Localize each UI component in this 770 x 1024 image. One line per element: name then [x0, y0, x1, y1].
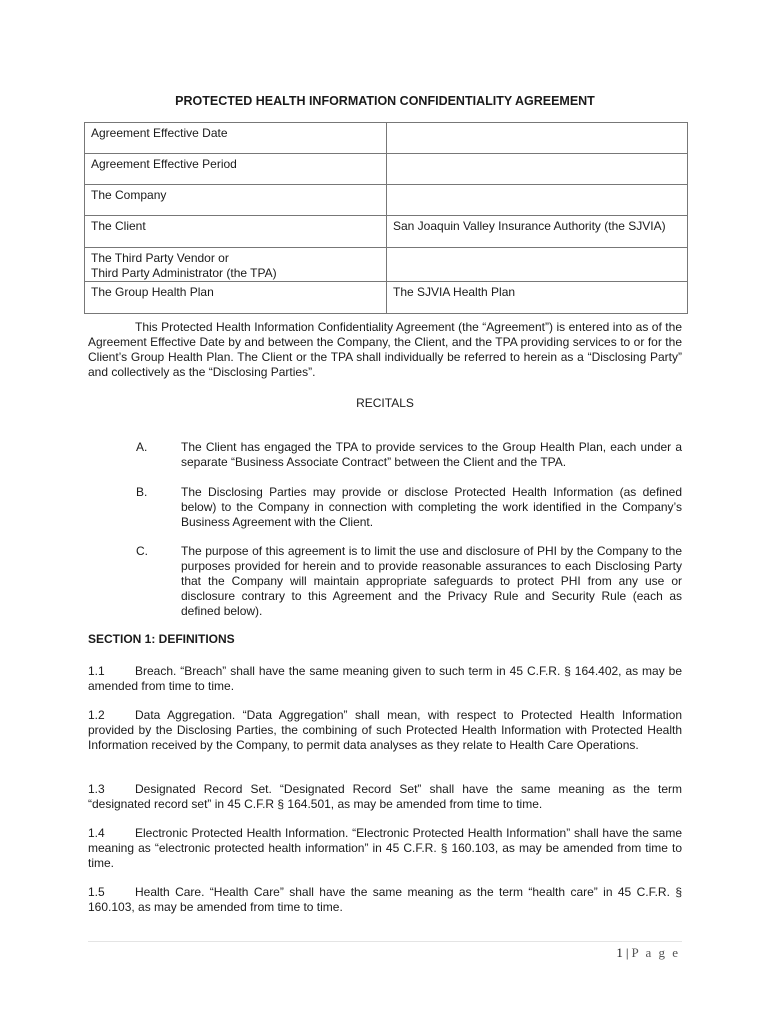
- definition-text: Health Care. “Health Care” shall have the same meaning as the term “health care” in 45 C.F.R. § 160.103, as may be amended from time to time.: [88, 885, 682, 914]
- row-label-line2: Third Party Administrator (the TPA): [91, 266, 277, 280]
- footer-separator: |: [625, 945, 629, 960]
- definition-item: [88, 782, 682, 812]
- page-footer: [616, 945, 680, 960]
- table-row: [85, 248, 688, 282]
- footer-divider: [88, 941, 682, 942]
- definition-item: [88, 826, 682, 871]
- definition-number: 1.4: [88, 826, 105, 840]
- section-heading: SECTION 1: DEFINITIONS: [88, 632, 235, 646]
- row-value: The SJVIA Health Plan: [387, 282, 688, 314]
- recital-text: The purpose of this agreement is to limit the use and disclosure of PHI by the Company to the purposes provided for herein and to provide reasonable assurances to each Disclosing Party that the Company will maintain appropriate safeguards to protect PHI from any use or disclosure contrary to this Agreement and the Privacy Rule and Security Rule (each as defined below).: [181, 544, 682, 618]
- row-label: The Company: [85, 185, 387, 216]
- definition-number: 1.1: [88, 664, 105, 678]
- recital-text: The Client has engaged the TPA to provide services to the Group Health Plan, each under a separate “Business Associate Contract” between the Client and the TPA.: [181, 440, 682, 469]
- row-label: Agreement Effective Period: [85, 154, 387, 185]
- recital-item: [136, 485, 682, 530]
- definition-number: 1.5: [88, 885, 105, 899]
- row-value: [387, 154, 688, 185]
- definition-text: Data Aggregation. “Data Aggregation” shall mean, with respect to Protected Health Information provided by the Disclosing Parties, the combining of such Protected Health Information with Protected Health Information received by the Company, to permit data analyses as they relate to Health Care Operations.: [88, 708, 682, 752]
- table-row: [85, 123, 688, 154]
- recitals-heading: RECITALS: [356, 396, 414, 410]
- recital-letter: A.: [136, 440, 148, 454]
- row-label: The Group Health Plan: [85, 282, 387, 314]
- definition-text: Electronic Protected Health Information. “Electronic Protected Health Information” shall have the same meaning as “electronic protected health information” in 45 C.F.R. § 160.103, as may be amended from time to time.: [88, 826, 682, 870]
- recital-letter: C.: [136, 544, 148, 558]
- definition-item: [88, 664, 682, 694]
- row-value: [387, 123, 688, 154]
- row-label: The Third Party Vendor or: [91, 251, 229, 265]
- table-row: [85, 282, 688, 314]
- definition-text: Breach. “Breach” shall have the same meaning given to such term in 45 C.F.R. § 164.402, as may be amended from time to time.: [88, 664, 682, 693]
- definition-text: Designated Record Set. “Designated Record Set” shall have the same meaning as the term “designated record set” in 45 C.F.R § 164.501, as may be amended from time to time.: [88, 782, 682, 811]
- row-value: [387, 185, 688, 216]
- document-title: PROTECTED HEALTH INFORMATION CONFIDENTIALITY AGREEMENT: [175, 94, 595, 108]
- row-label: The Client: [85, 216, 387, 248]
- definition-number: 1.3: [88, 782, 105, 796]
- page-label: P a g e: [631, 945, 680, 960]
- recital-item: [136, 440, 682, 470]
- definition-number: 1.2: [88, 708, 105, 722]
- row-value: [387, 248, 688, 282]
- row-label: Agreement Effective Date: [85, 123, 387, 154]
- row-label-multiline: [85, 248, 387, 282]
- agreement-info-table: [84, 122, 688, 314]
- definition-item: [88, 885, 682, 915]
- intro-paragraph: [88, 320, 682, 380]
- row-value: San Joaquin Valley Insurance Authority (the SJVIA): [387, 216, 688, 248]
- table-row: [85, 185, 688, 216]
- page-number: 1: [616, 945, 623, 960]
- recital-letter: B.: [136, 485, 148, 499]
- recital-item: [136, 544, 682, 619]
- definition-item: [88, 708, 682, 753]
- recital-text: The Disclosing Parties may provide or disclose Protected Health Information (as defined below) to the Company in connection with completing the work identified in the Company’s Business Agreement with the Client.: [181, 485, 682, 529]
- table-row: [85, 154, 688, 185]
- table-row: [85, 216, 688, 248]
- intro-text: This Protected Health Information Confidentiality Agreement (the “Agreement”) is entered into as of the Agreement Effective Date by and between the Company, the Client, and the TPA providing services to or for the Client’s Group Health Plan. The Client or the TPA shall individually be referred to herein as a “Disclosing Party” and collectively as the “Disclosing Parties”.: [88, 320, 682, 379]
